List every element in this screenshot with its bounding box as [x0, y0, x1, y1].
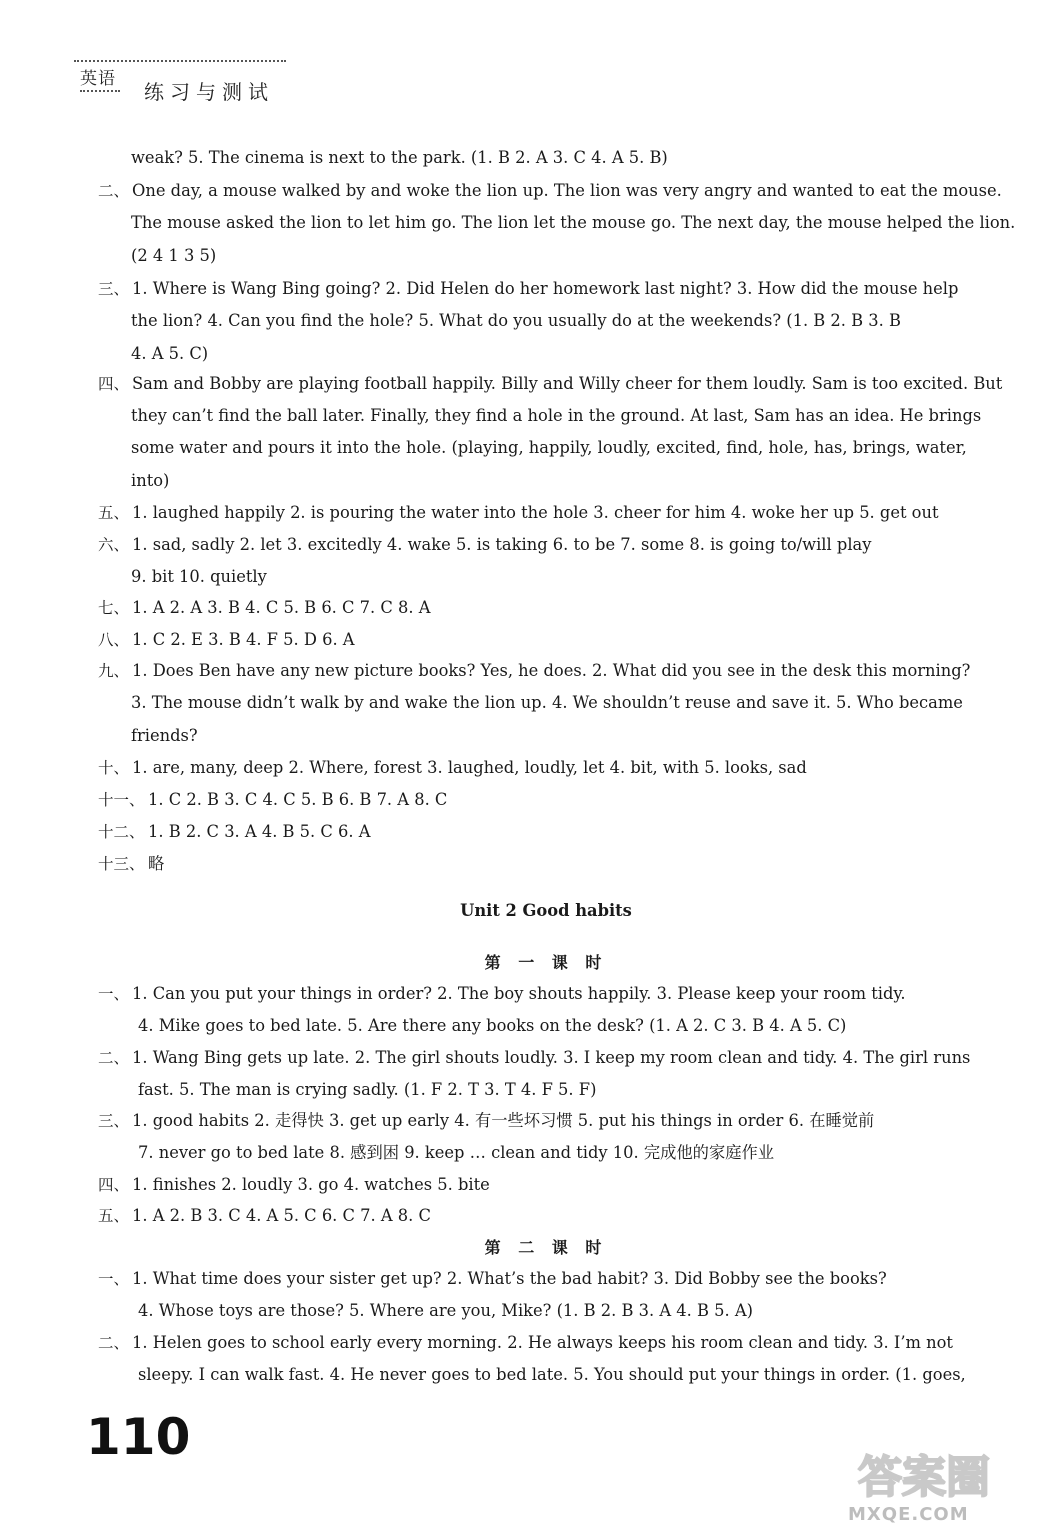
answer-line: 9. bit 10. quietly [131, 567, 267, 586]
page-header [74, 56, 374, 106]
answer-line: 八、 1. C 2. E 3. B 4. F 5. D 6. A [98, 630, 355, 649]
answer-line: 一、 1. What time does your sister get up? 2. What’s the bad habit? 3. Did Bobby see the books? [98, 1269, 887, 1288]
answer-line: 四、 1. finishes 2. loudly 3. go 4. watches 5. bite [98, 1175, 490, 1194]
answer-line: (2 4 1 3 5) [131, 246, 217, 265]
answer-line: 四、 Sam and Bobby are playing football happily. Billy and Willy cheer for them loudly. Sam is too excited. But [98, 374, 1003, 393]
answer-line: 三、 1. good habits 2. 走得快 3. get up early 4. 有一些坏习惯 5. put his things in order 6. 在睡觉前 [98, 1111, 875, 1130]
answer-line: 4. Whose toys are those? 5. Where are you, Mike? (1. B 2. B 3. A 4. B 5. A) [138, 1301, 753, 1320]
page-number: 110 [86, 1408, 191, 1466]
answer-line: 九、 1. Does Ben have any new picture books? Yes, he does. 2. What did you see in the desk this morning? [98, 661, 971, 680]
answer-line: they can’t find the ball later. Finally, they find a hole in the ground. At last, Sam has an idea. He brings [131, 406, 982, 425]
answer-line: 十、 1. are, many, deep 2. Where, forest 3. laughed, loudly, let 4. bit, with 5. looks, sad [98, 758, 807, 777]
answer-line: 7. never go to bed late 8. 感到困 9. keep … clean and tidy 10. 完成他的家庭作业 [138, 1143, 775, 1162]
answer-line: 七、 1. A 2. A 3. B 4. C 5. B 6. C 7. C 8. A [98, 598, 431, 617]
answer-line: 3. The mouse didn’t walk by and wake the lion up. 4. We shouldn’t reuse and save it. 5. Who became [131, 693, 963, 712]
answer-line: 五、 1. laughed happily 2. is pouring the water into the hole 3. cheer for him 4. woke her up 5. get out [98, 503, 939, 522]
answer-line: 十三、 略 [98, 854, 165, 873]
answer-line: friends? [131, 726, 198, 745]
answer-line: 一、 1. Can you put your things in order? 2. The boy shouts happily. 3. Please keep your room tidy. [98, 984, 906, 1003]
answer-line: weak? 5. The cinema is next to the park. (1. B 2. A 3. C 4. A 5. B) [131, 148, 668, 167]
answer-line: 六、 1. sad, sadly 2. let 3. excitedly 4. wake 5. is taking 6. to be 7. some 8. is going to/will play [98, 535, 872, 554]
answer-line: 二、 One day, a mouse walked by and woke the lion up. The lion was very angry and wanted to eat the mouse. [98, 181, 1002, 200]
unit-title: Unit 2 Good habits [460, 901, 632, 920]
answer-line: fast. 5. The man is crying sadly. (1. F 2. T 3. T 4. F 5. F) [138, 1080, 597, 1099]
answer-line: the lion? 4. Can you find the hole? 5. What do you usually do at the weekends? (1. B 2. B 3. B [131, 311, 901, 330]
watermark-url: MXQE.COM [848, 1504, 969, 1525]
answer-line: some water and pours it into the hole. (playing, happily, loudly, excited, find, hole, has, brings, water, [131, 438, 967, 457]
answer-line: 4. A 5. C) [131, 344, 209, 363]
lesson-title: 第 二 课 时 [484, 1238, 608, 1257]
answer-line: 三、 1. Where is Wang Bing going? 2. Did Helen do her homework last night? 3. How did the mouse help [98, 279, 959, 298]
answer-line: 五、 1. A 2. B 3. C 4. A 5. C 6. C 7. A 8. C [98, 1206, 431, 1225]
answer-line: sleepy. I can walk fast. 4. He never goes to bed late. 5. You should put your things in order. (1. goes, [138, 1365, 966, 1384]
answer-line: 二、 1. Wang Bing gets up late. 2. The girl shouts loudly. 3. I keep my room clean and tidy. 4. The girl runs [98, 1048, 971, 1067]
subject-label: 英语 [80, 69, 116, 89]
subject-underline [80, 90, 120, 92]
answer-line: 4. Mike goes to bed late. 5. Are there any books on the desk? (1. A 2. C 3. B 4. A 5. C) [138, 1016, 847, 1035]
lesson-title: 第 一 课 时 [484, 953, 608, 972]
answer-line: 二、 1. Helen goes to school early every morning. 2. He always keeps his room clean and tidy. 3. I’m not [98, 1333, 953, 1352]
watermark-text: 答案圈 [858, 1452, 990, 1503]
answer-line: 十一、 1. C 2. B 3. C 4. C 5. B 6. B 7. A 8. C [98, 790, 448, 809]
answer-line: The mouse asked the lion to let him go. The lion let the mouse go. The next day, the mouse helped the lion. [131, 213, 1016, 232]
header-dotted-rule [74, 60, 286, 62]
answer-line: 十二、 1. B 2. C 3. A 4. B 5. C 6. A [98, 822, 371, 841]
book-title: 练习与测试 [144, 80, 274, 104]
answer-line: into) [131, 471, 170, 490]
